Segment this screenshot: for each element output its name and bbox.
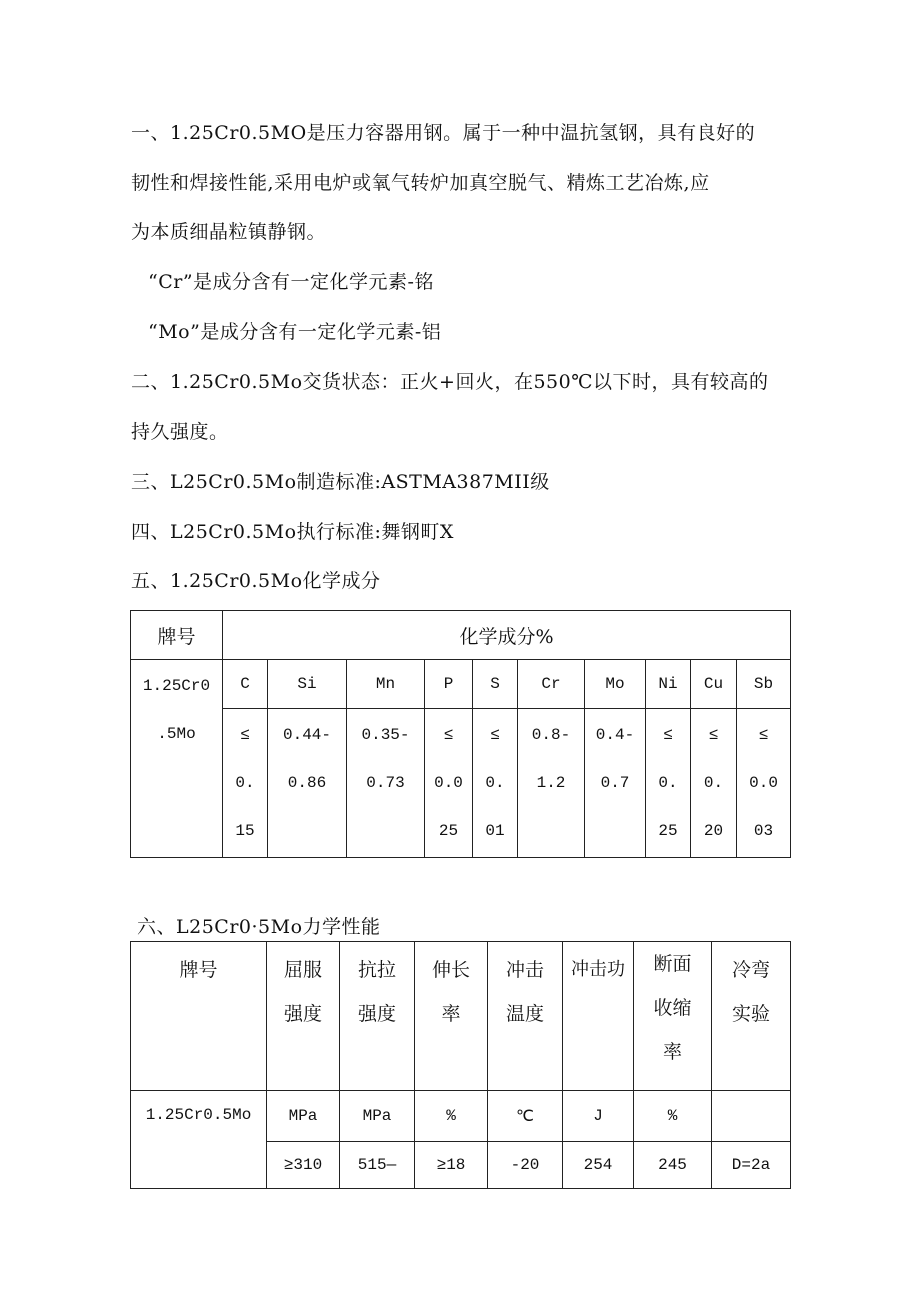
grade-header: 牌号 [131, 611, 223, 660]
value-line: ≤ [240, 726, 250, 744]
value-mn [347, 709, 425, 858]
value-ni [646, 709, 691, 858]
grade-header [131, 942, 267, 1091]
value-impact-energy: 254 [563, 1142, 634, 1189]
header-line: 实验 [731, 1003, 770, 1025]
grade-cell [131, 660, 223, 858]
reduction-of-area-header [634, 942, 712, 1091]
para1-line1: 一、1.25Cr0.5MO是压力容器用钢。属于一种中温抗氢钢，具有良好的 [131, 122, 756, 144]
para2-line2: 持久强度。 [131, 421, 229, 443]
element-cr: Cr [518, 660, 585, 709]
value-tensile: 515— [340, 1142, 415, 1189]
element-p: P [425, 660, 473, 709]
value-cu [691, 709, 737, 858]
element-mo: Mo [585, 660, 646, 709]
value-line: 0. [235, 774, 255, 792]
mechanical-properties-table [130, 941, 791, 1189]
value-line: 0.35- [361, 726, 410, 744]
value-elongation: ≥18 [415, 1142, 488, 1189]
value-line: 25 [438, 822, 459, 840]
para1-line3: 为本质细晶粒镇静钢。 [131, 221, 327, 243]
unit-impact-temp: ℃ [488, 1091, 563, 1142]
cold-bend-test-header [712, 942, 791, 1091]
value-cold-bend: D=2a [712, 1142, 791, 1189]
value-line: 20 [703, 822, 724, 840]
header-line: 断面 [653, 953, 692, 975]
value-s [473, 709, 518, 858]
value-line: 01 [485, 822, 505, 840]
header-line: 冷弯 [731, 959, 770, 981]
para4: 四、L25Cr0.5Mo执行标准:舞钢町X [131, 521, 454, 543]
value-line: 25 [658, 822, 678, 840]
value-line: 0.86 [287, 774, 327, 792]
value-line: 0.8- [531, 726, 571, 744]
chemical-composition-table [130, 610, 791, 858]
value-line: ≤ [490, 726, 500, 744]
tensile-strength-header [340, 942, 415, 1091]
value-line: 0.44- [282, 726, 331, 744]
unit-elongation: % [415, 1091, 488, 1142]
value-line: 0.0 [434, 774, 463, 792]
value-line: 0. [485, 774, 505, 792]
header-line: 伸长 [431, 959, 470, 981]
value-reduction: 245 [634, 1142, 712, 1189]
value-cr [518, 709, 585, 858]
mo-note: “Mo”是成分含有一定化学元素-铝 [148, 321, 442, 343]
header-line: 屈服 [283, 959, 322, 981]
value-mo [585, 709, 646, 858]
grade-line: .5Mo [157, 725, 196, 743]
impact-energy-header [563, 942, 634, 1091]
unit-cold-bend [712, 1091, 791, 1142]
unit-impact-energy: J [563, 1091, 634, 1142]
para2-line1: 二、1.25Cr0.5Mo交货状态：正火+回火，在550℃以下时，具有较高的 [131, 371, 769, 393]
value-line: ≤ [758, 726, 769, 744]
unit-yield: MPa [267, 1091, 340, 1142]
element-mn: Mn [347, 660, 425, 709]
grade-cell: 1.25Cr0.5Mo [131, 1091, 267, 1189]
para3: 三、L25Cr0.5Mo制造标准:ASTMA387MII级 [131, 471, 550, 493]
header-line: 率 [662, 1041, 682, 1063]
value-impact-temp: -20 [488, 1142, 563, 1189]
value-sb [737, 709, 791, 858]
para5-chem-heading: 五、1.25Cr0.5Mo化学成分 [131, 570, 381, 592]
value-c [223, 709, 268, 858]
unit-tensile: MPa [340, 1091, 415, 1142]
value-line: 15 [235, 822, 255, 840]
cr-note: “Cr”是成分含有一定化学元素-铭 [148, 271, 434, 293]
elongation-header [415, 942, 488, 1091]
element-sb: Sb [737, 660, 791, 709]
value-line: 03 [753, 822, 774, 840]
composition-header: 化学成分% [223, 611, 791, 660]
value-line: ≤ [443, 726, 454, 744]
value-line: 0.73 [366, 774, 405, 792]
header-line: 温度 [505, 1003, 544, 1025]
para1-line2: 韧性和焊接性能,采用电炉或氧气转炉加真空脱气、精炼工艺冶炼,应 [131, 172, 710, 194]
unit-reduction: % [634, 1091, 712, 1142]
header-line: 率 [441, 1003, 461, 1025]
para6-mech-heading: 六、L25Cr0·5Mo力学性能 [137, 916, 381, 938]
value-line: 0.4- [595, 726, 635, 744]
element-s: S [473, 660, 518, 709]
value-line: 0.7 [600, 774, 630, 792]
yield-strength-header [267, 942, 340, 1091]
element-si: Si [268, 660, 347, 709]
header-line: 抗拉 [357, 959, 396, 981]
value-line: ≤ [708, 726, 719, 744]
impact-temperature-header [488, 942, 563, 1091]
value-line: ≤ [663, 726, 673, 744]
grade-line: 1.25Cr0 [142, 677, 211, 695]
value-line: 1.2 [536, 774, 566, 792]
header-line: 强度 [357, 1003, 396, 1025]
header-line: 冲击功 [571, 959, 625, 980]
value-si [268, 709, 347, 858]
element-cu: Cu [691, 660, 737, 709]
header-line: 收缩 [653, 997, 692, 1019]
element-ni: Ni [646, 660, 691, 709]
value-line: 0. [703, 774, 724, 792]
element-c: C [223, 660, 268, 709]
header-line: 牌号 [179, 959, 218, 981]
value-line: 0. [658, 774, 678, 792]
value-p [425, 709, 473, 858]
value-yield: ≥310 [267, 1142, 340, 1189]
header-line: 强度 [283, 1003, 322, 1025]
value-line: 0.0 [749, 774, 778, 792]
header-line: 冲击 [505, 959, 544, 981]
